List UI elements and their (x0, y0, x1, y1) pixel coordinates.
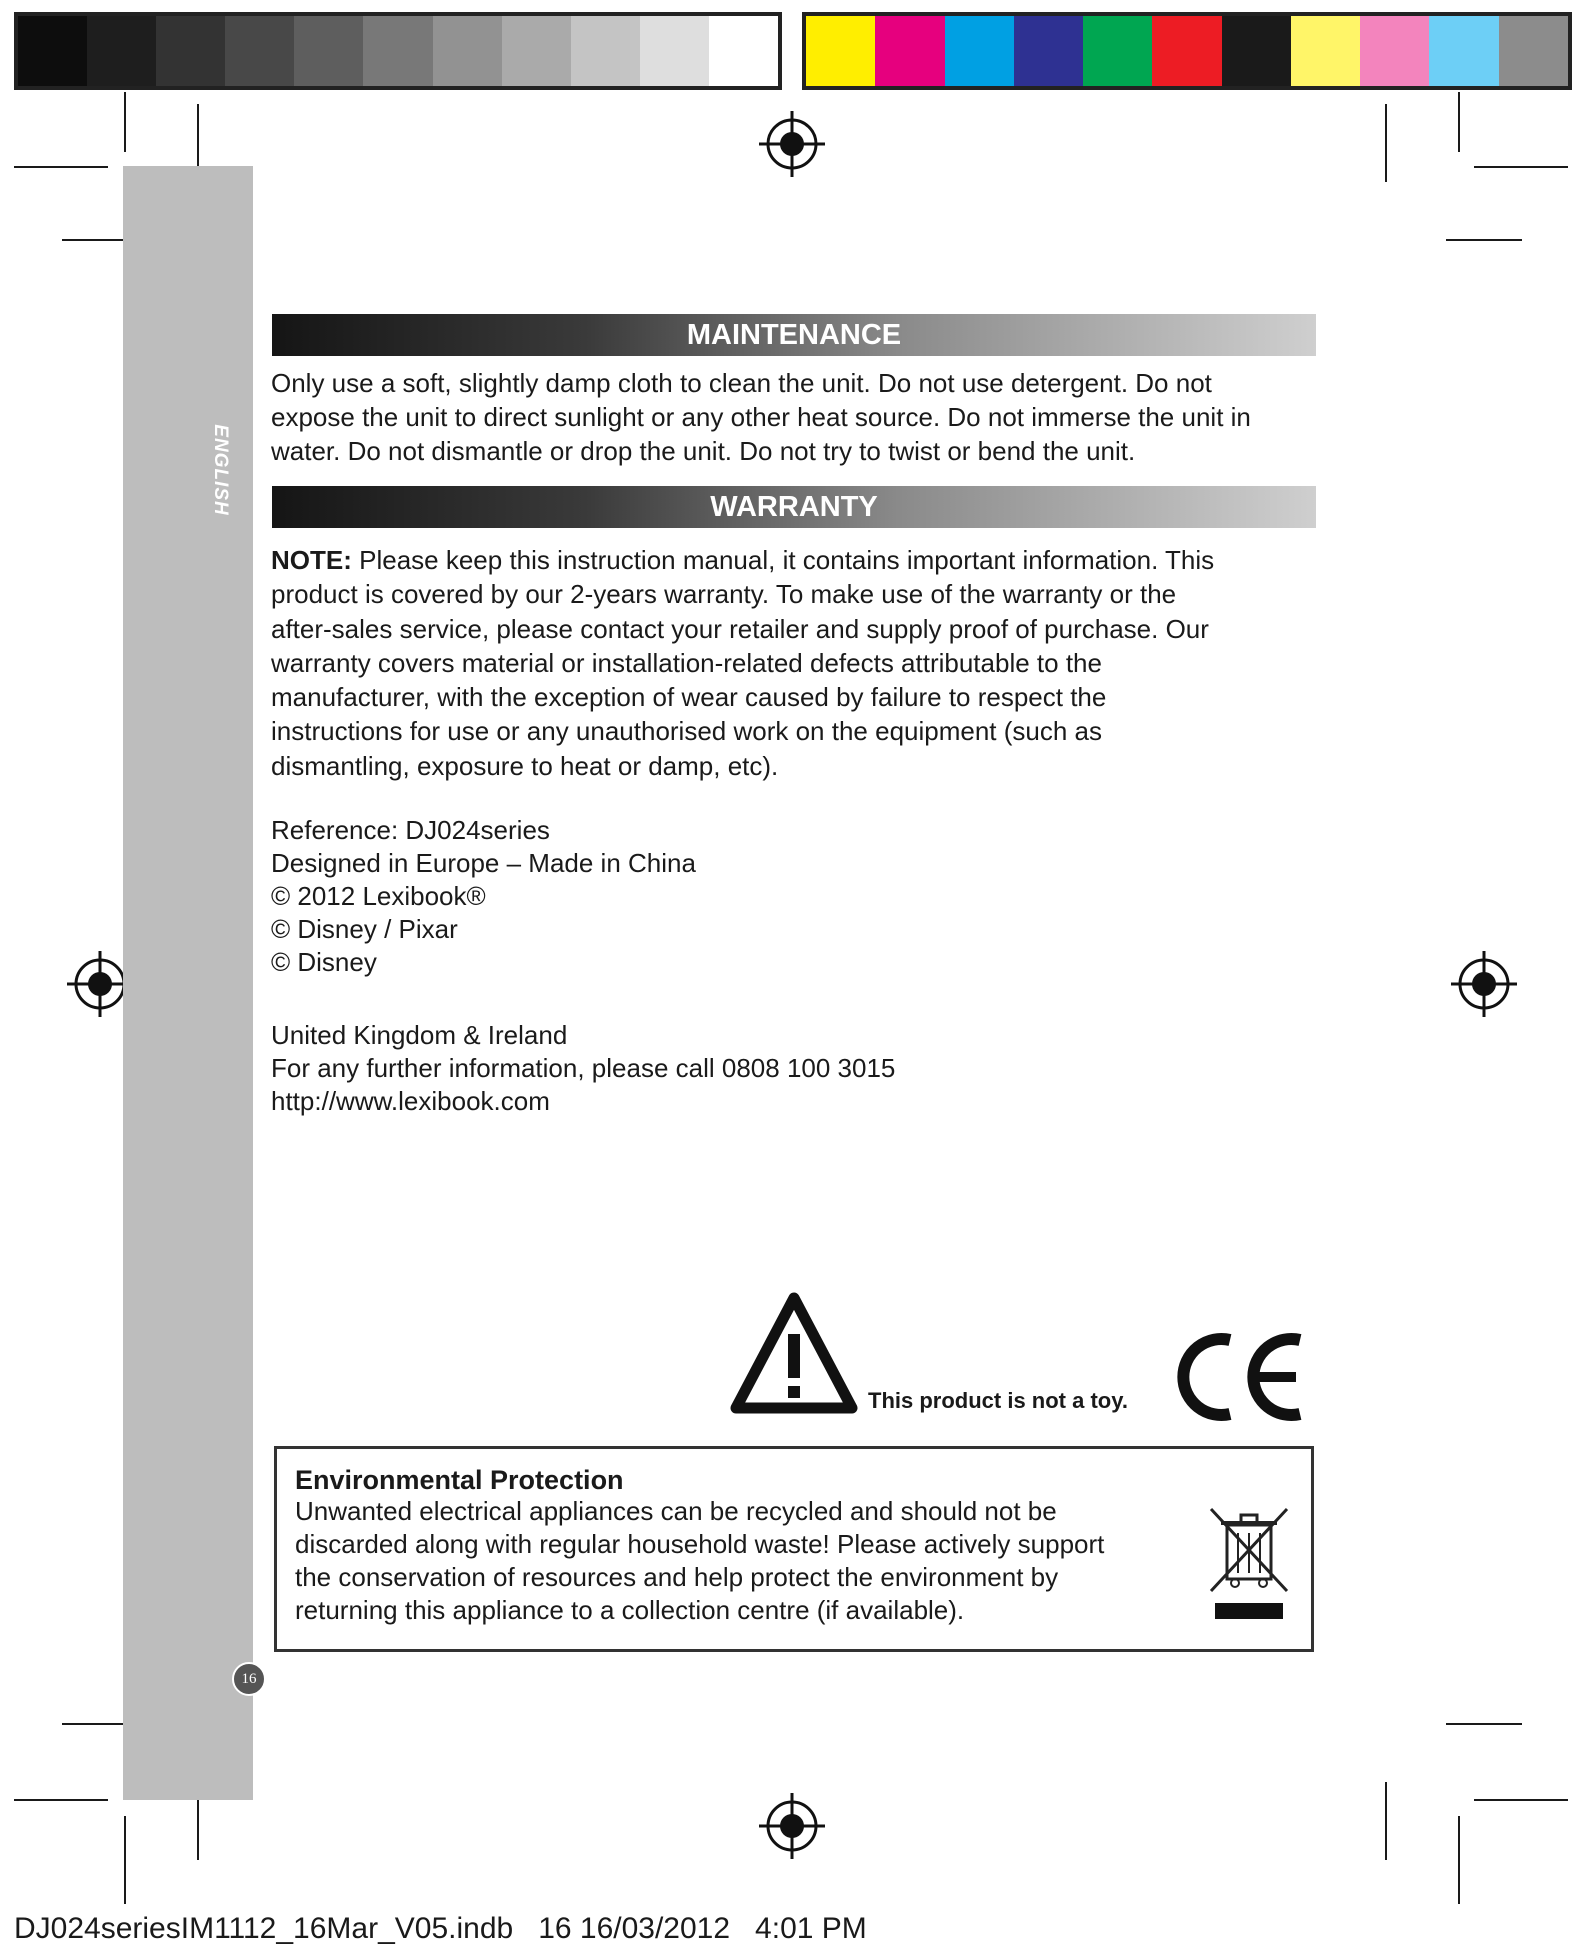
text-line (271, 543, 1321, 577)
maintenance-heading: MAINTENANCE (272, 314, 1316, 356)
language-label: ENGLISH (210, 424, 231, 516)
text-line: water. Do not dismantle or drop the unit. Do not try to twist or bend the unit. (271, 436, 1136, 466)
environment-text (295, 1495, 1104, 1627)
origin-line: Designed in Europe – Made in China (271, 848, 696, 878)
text-line: the conservation of resources and help protect the environment by (295, 1562, 1059, 1592)
text-line: after-sales service, please contact your retailer and supply proof of purchase. Our (271, 613, 1209, 644)
contact-block (271, 1019, 1321, 1118)
color-swatch (18, 16, 87, 86)
crop-mark (14, 1799, 108, 1801)
text-line: dismantling, exposure to heat or damp, etc). (271, 750, 779, 781)
website-link[interactable]: http://www.lexibook.com (271, 1086, 550, 1116)
side-strip (123, 166, 253, 1800)
region-line: United Kingdom & Ireland (271, 1020, 568, 1050)
color-swatch (1291, 16, 1360, 86)
text-line: Unwanted electrical appliances can be recycled and should not be (295, 1496, 1057, 1526)
reference-line: Reference: DJ024series (271, 815, 550, 845)
color-swatch (294, 16, 363, 86)
registration-mark-icon (759, 111, 825, 177)
color-swatch (875, 16, 944, 86)
text-line: manufacturer, with the exception of wear caused by failure to respect the (271, 682, 1107, 713)
color-swatch (433, 16, 502, 86)
color-swatch (1222, 16, 1291, 86)
note-label: NOTE: (271, 545, 352, 575)
color-swatch (1429, 16, 1498, 86)
text-line: returning this appliance to a collection centre (if available). (295, 1595, 965, 1625)
color-swatch (709, 16, 778, 86)
phone-line: For any further information, please call 0808 100 3015 (271, 1053, 896, 1083)
color-swatch (156, 16, 225, 86)
color-swatch (1152, 16, 1221, 86)
copyright-line: © Disney / Pixar (271, 914, 458, 944)
maintenance-text (271, 366, 1321, 468)
crop-mark (1385, 104, 1387, 182)
environmental-protection-box (274, 1446, 1314, 1652)
crop-mark (1458, 92, 1460, 152)
color-swatch (806, 16, 875, 86)
color-swatch (502, 16, 571, 86)
crop-mark (1385, 1782, 1387, 1860)
text-line: Only use a soft, slightly damp cloth to clean the unit. Do not use detergent. Do not (271, 368, 1212, 398)
color-swatch (640, 16, 709, 86)
ce-mark-icon (1172, 1330, 1308, 1424)
text-line: warranty covers material or installation-related defects attributable to the (271, 647, 1102, 678)
color-swatch (945, 16, 1014, 86)
color-swatch (363, 16, 432, 86)
color-swatch (1083, 16, 1152, 86)
text-line: expose the unit to direct sunlight or any other heat source. Do not immerse the unit in (271, 402, 1251, 432)
reference-block (271, 814, 1321, 979)
color-swatch (571, 16, 640, 86)
crop-mark (1446, 239, 1522, 241)
environment-title: Environmental Protection (295, 1465, 624, 1495)
warning-triangle-icon (728, 1290, 860, 1416)
crop-mark (14, 166, 108, 168)
crop-mark (1474, 1799, 1568, 1801)
file-slug: DJ024seriesIM1112_16Mar_V05.indb 16 16/03/2012 4:01 PM (14, 1912, 867, 1945)
text-line: instructions for use or any unauthorised work on the equipment (such as (271, 716, 1103, 747)
copyright-line: © 2012 Lexibook® (271, 881, 486, 911)
text-line: discarded along with regular household waste! Please actively support (295, 1529, 1105, 1559)
text-line: product is covered by our 2-years warranty. To make use of the warranty or the (271, 579, 1177, 610)
registration-mark-icon (1451, 951, 1517, 1017)
crop-mark (1458, 1816, 1460, 1904)
grayscale-bar (14, 12, 782, 90)
crop-mark (124, 92, 126, 152)
crop-mark (1446, 1723, 1522, 1725)
warranty-text (271, 543, 1321, 783)
copyright-line: © Disney (271, 947, 377, 977)
crossed-bin-icon (1205, 1503, 1293, 1627)
color-bar (802, 12, 1572, 90)
color-swatch (1360, 16, 1429, 86)
color-swatch (225, 16, 294, 86)
color-swatch (87, 16, 156, 86)
page-number: 16 (232, 1662, 266, 1696)
color-swatch (1499, 16, 1568, 86)
color-swatch (1014, 16, 1083, 86)
note-text: Please keep this instruction manual, it contains important information. This (351, 545, 1215, 575)
warranty-heading: WARRANTY (272, 486, 1316, 528)
not-a-toy-warning: This product is not a toy. (868, 1388, 1128, 1413)
crop-mark (124, 1816, 126, 1904)
crop-mark (1474, 166, 1568, 168)
registration-mark-icon (759, 1793, 825, 1859)
